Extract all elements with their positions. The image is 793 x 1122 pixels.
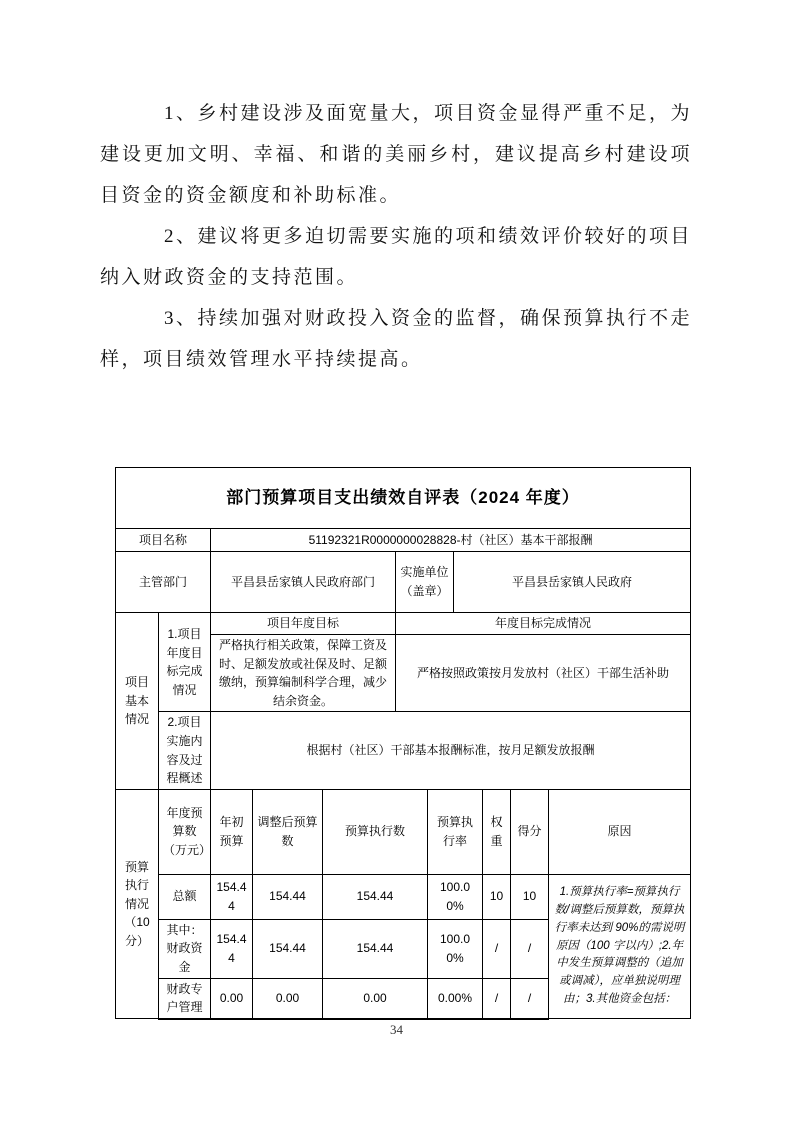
department-label: 主管部门 xyxy=(116,552,211,613)
special-executed: 0.00 xyxy=(323,978,428,1019)
department-value: 平昌县岳家镇人民政府部门 xyxy=(211,552,396,613)
paragraph-2: 2、建议将更多迫切需要实施的项和绩效评价较好的项目纳入财政资金的支持范围。 xyxy=(100,226,693,288)
total-initial: 154.44 xyxy=(211,874,253,919)
total-adjusted: 154.44 xyxy=(253,874,323,919)
header-reason: 原因 xyxy=(549,789,691,874)
special-weight: / xyxy=(483,978,511,1019)
paragraph-3: 3、持续加强对财政投入资金的监督，确保预算执行不走样，项目绩效管理水平持续提高。 xyxy=(100,308,693,370)
header-weight: 权重 xyxy=(483,789,511,874)
implementing-unit-label: 实施单位（盖章） xyxy=(396,552,454,613)
implementing-unit-value: 平昌县岳家镇人民政府 xyxy=(454,552,691,613)
header-adjusted-budget: 调整后预算数 xyxy=(253,789,323,874)
goal-col-header: 项目年度目标 xyxy=(211,613,396,635)
budget-section-label: 预算执行情况（10分） xyxy=(116,789,159,1018)
fiscal-score: / xyxy=(511,919,549,978)
total-executed: 154.44 xyxy=(323,874,428,919)
project-name-value: 51192321R0000000028828-村（社区）基本干部报酬 xyxy=(211,529,691,552)
fiscal-weight: / xyxy=(483,919,511,978)
total-rate: 100.00% xyxy=(428,874,483,919)
goal-row-label: 1.项目年度目标完成情况 xyxy=(159,613,211,712)
special-adjusted: 0.00 xyxy=(253,978,323,1019)
fiscal-adjusted: 154.44 xyxy=(253,919,323,978)
self-evaluation-table xyxy=(115,467,691,1020)
goal-header-row xyxy=(116,613,691,635)
implementation-row xyxy=(116,712,691,789)
total-weight: 10 xyxy=(483,874,511,919)
project-name-label: 项目名称 xyxy=(116,529,211,552)
special-score: / xyxy=(511,978,549,1019)
fiscal-executed: 154.44 xyxy=(323,919,428,978)
row-name-total: 总额 xyxy=(159,874,211,919)
header-score: 得分 xyxy=(511,789,549,874)
goal-text: 严格执行相关政策，保障工资及时、足额发放或社保及时、足额缴纳，预算编制科学合理，减少结余资金。 xyxy=(211,635,396,712)
title-row xyxy=(116,468,691,529)
fiscal-initial: 154.44 xyxy=(211,919,253,978)
implementation-row-label: 2.项目实施内容及过程概述 xyxy=(159,712,211,789)
header-executed: 预算执行数 xyxy=(323,789,428,874)
header-execution-rate: 预算执行率 xyxy=(428,789,483,874)
project-name-row xyxy=(116,529,691,552)
fiscal-rate: 100.00% xyxy=(428,919,483,978)
budget-header-row xyxy=(116,789,691,874)
budget-row-total xyxy=(116,874,691,919)
header-initial-budget: 年初预算 xyxy=(211,789,253,874)
special-initial: 0.00 xyxy=(211,978,253,1019)
department-row xyxy=(116,552,691,613)
completion-text: 严格按照政策按月发放村（社区）干部生活补助 xyxy=(396,635,691,712)
basic-section-label: 项目基本情况 xyxy=(116,613,159,790)
total-score: 10 xyxy=(511,874,549,919)
header-annual-budget: 年度预算数（万元） xyxy=(159,789,211,874)
body-text xyxy=(100,93,692,380)
row-name-special-account: 财政专户管理 xyxy=(159,978,211,1019)
implementation-text: 根据村（社区）干部基本报酬标准，按月足额发放报酬 xyxy=(211,712,691,789)
paragraph-1: 1、乡村建设涉及面宽量大，项目资金显得严重不足，为建设更加文明、幸福、和谐的美丽乡村，建议提高乡村建设项目资金的资金额度和补助标准。 xyxy=(100,103,693,206)
page-number: 34 xyxy=(390,1022,403,1037)
completion-col-header: 年度目标完成情况 xyxy=(396,613,691,635)
table-title: 部门预算项目支出绩效自评表（2024 年度） xyxy=(116,468,691,529)
special-rate: 0.00% xyxy=(428,978,483,1019)
row-name-fiscal-funds: 其中：财政资金 xyxy=(159,919,211,978)
reason-note: 1.预算执行率=预算执行数/调整后预算数，预算执行率未达到 90%的需说明原因（100 字以内）;2.年中发生预算调整的（追加或调减），应单独说明理由；3.其他资金包括： xyxy=(549,874,691,1018)
